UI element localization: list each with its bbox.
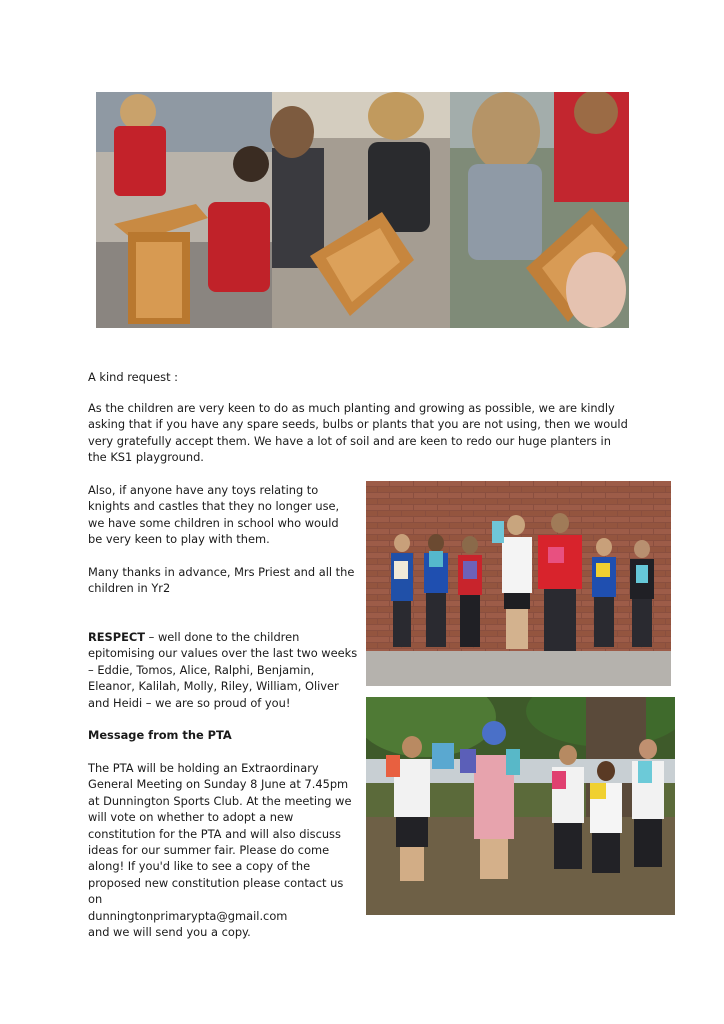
pta-email: dunningtonprimarypta@gmail.com <box>88 908 288 923</box>
pta-heading: Message from the PTA <box>88 728 232 742</box>
respect-text: – well done to the children epitomising our values over the last two weeks – Eddie, Tomos, Alice, Ralphi, Benjamin, Eleanor, Kalilah, Molly, Riley, William, Oliver and Heidi – we are so proud of you! <box>88 630 358 710</box>
planter-building-photo <box>96 92 629 328</box>
thanks-paragraph: Many thanks in advance, Mrs Priest and all the children in Yr2 <box>88 565 355 596</box>
pta-body: The PTA will be holding an Extraordinary General Meeting on Sunday 8 June at 7.45pm at Dunnington Sports Club. At the meeting we will vote on whether to adopt a new constitution for the PTA and will also discuss ideas for our summer fair. Please do come along! If you'd like to see a copy of the proposed new constitution please contact us on dunningtonprimarypta@gmail.com and we will send you a copy. <box>88 760 360 940</box>
pta-closing: and we will send you a copy. <box>88 925 251 940</box>
kind-request-heading: A kind request : <box>88 370 179 384</box>
toys-paragraph: Also, if anyone have any toys relating to knights and castles that they no longer use, we have some children in school who would be very keen to play with them. <box>88 483 340 547</box>
respect-label: RESPECT <box>88 630 146 644</box>
brick-wall-group-photo <box>366 481 671 686</box>
outdoor-respect-letters-photo <box>366 697 675 915</box>
respect-paragraph <box>88 629 360 711</box>
kind-request-body: As the children are very keen to do as much planting and growing as possible, we are kindly asking that if you have any spare seeds, bulbs or plants that you are not using, then we would very gratefully accept them. We have a lot of soil and are keen to redo our huge planters in the KS1 playground. <box>88 401 628 465</box>
